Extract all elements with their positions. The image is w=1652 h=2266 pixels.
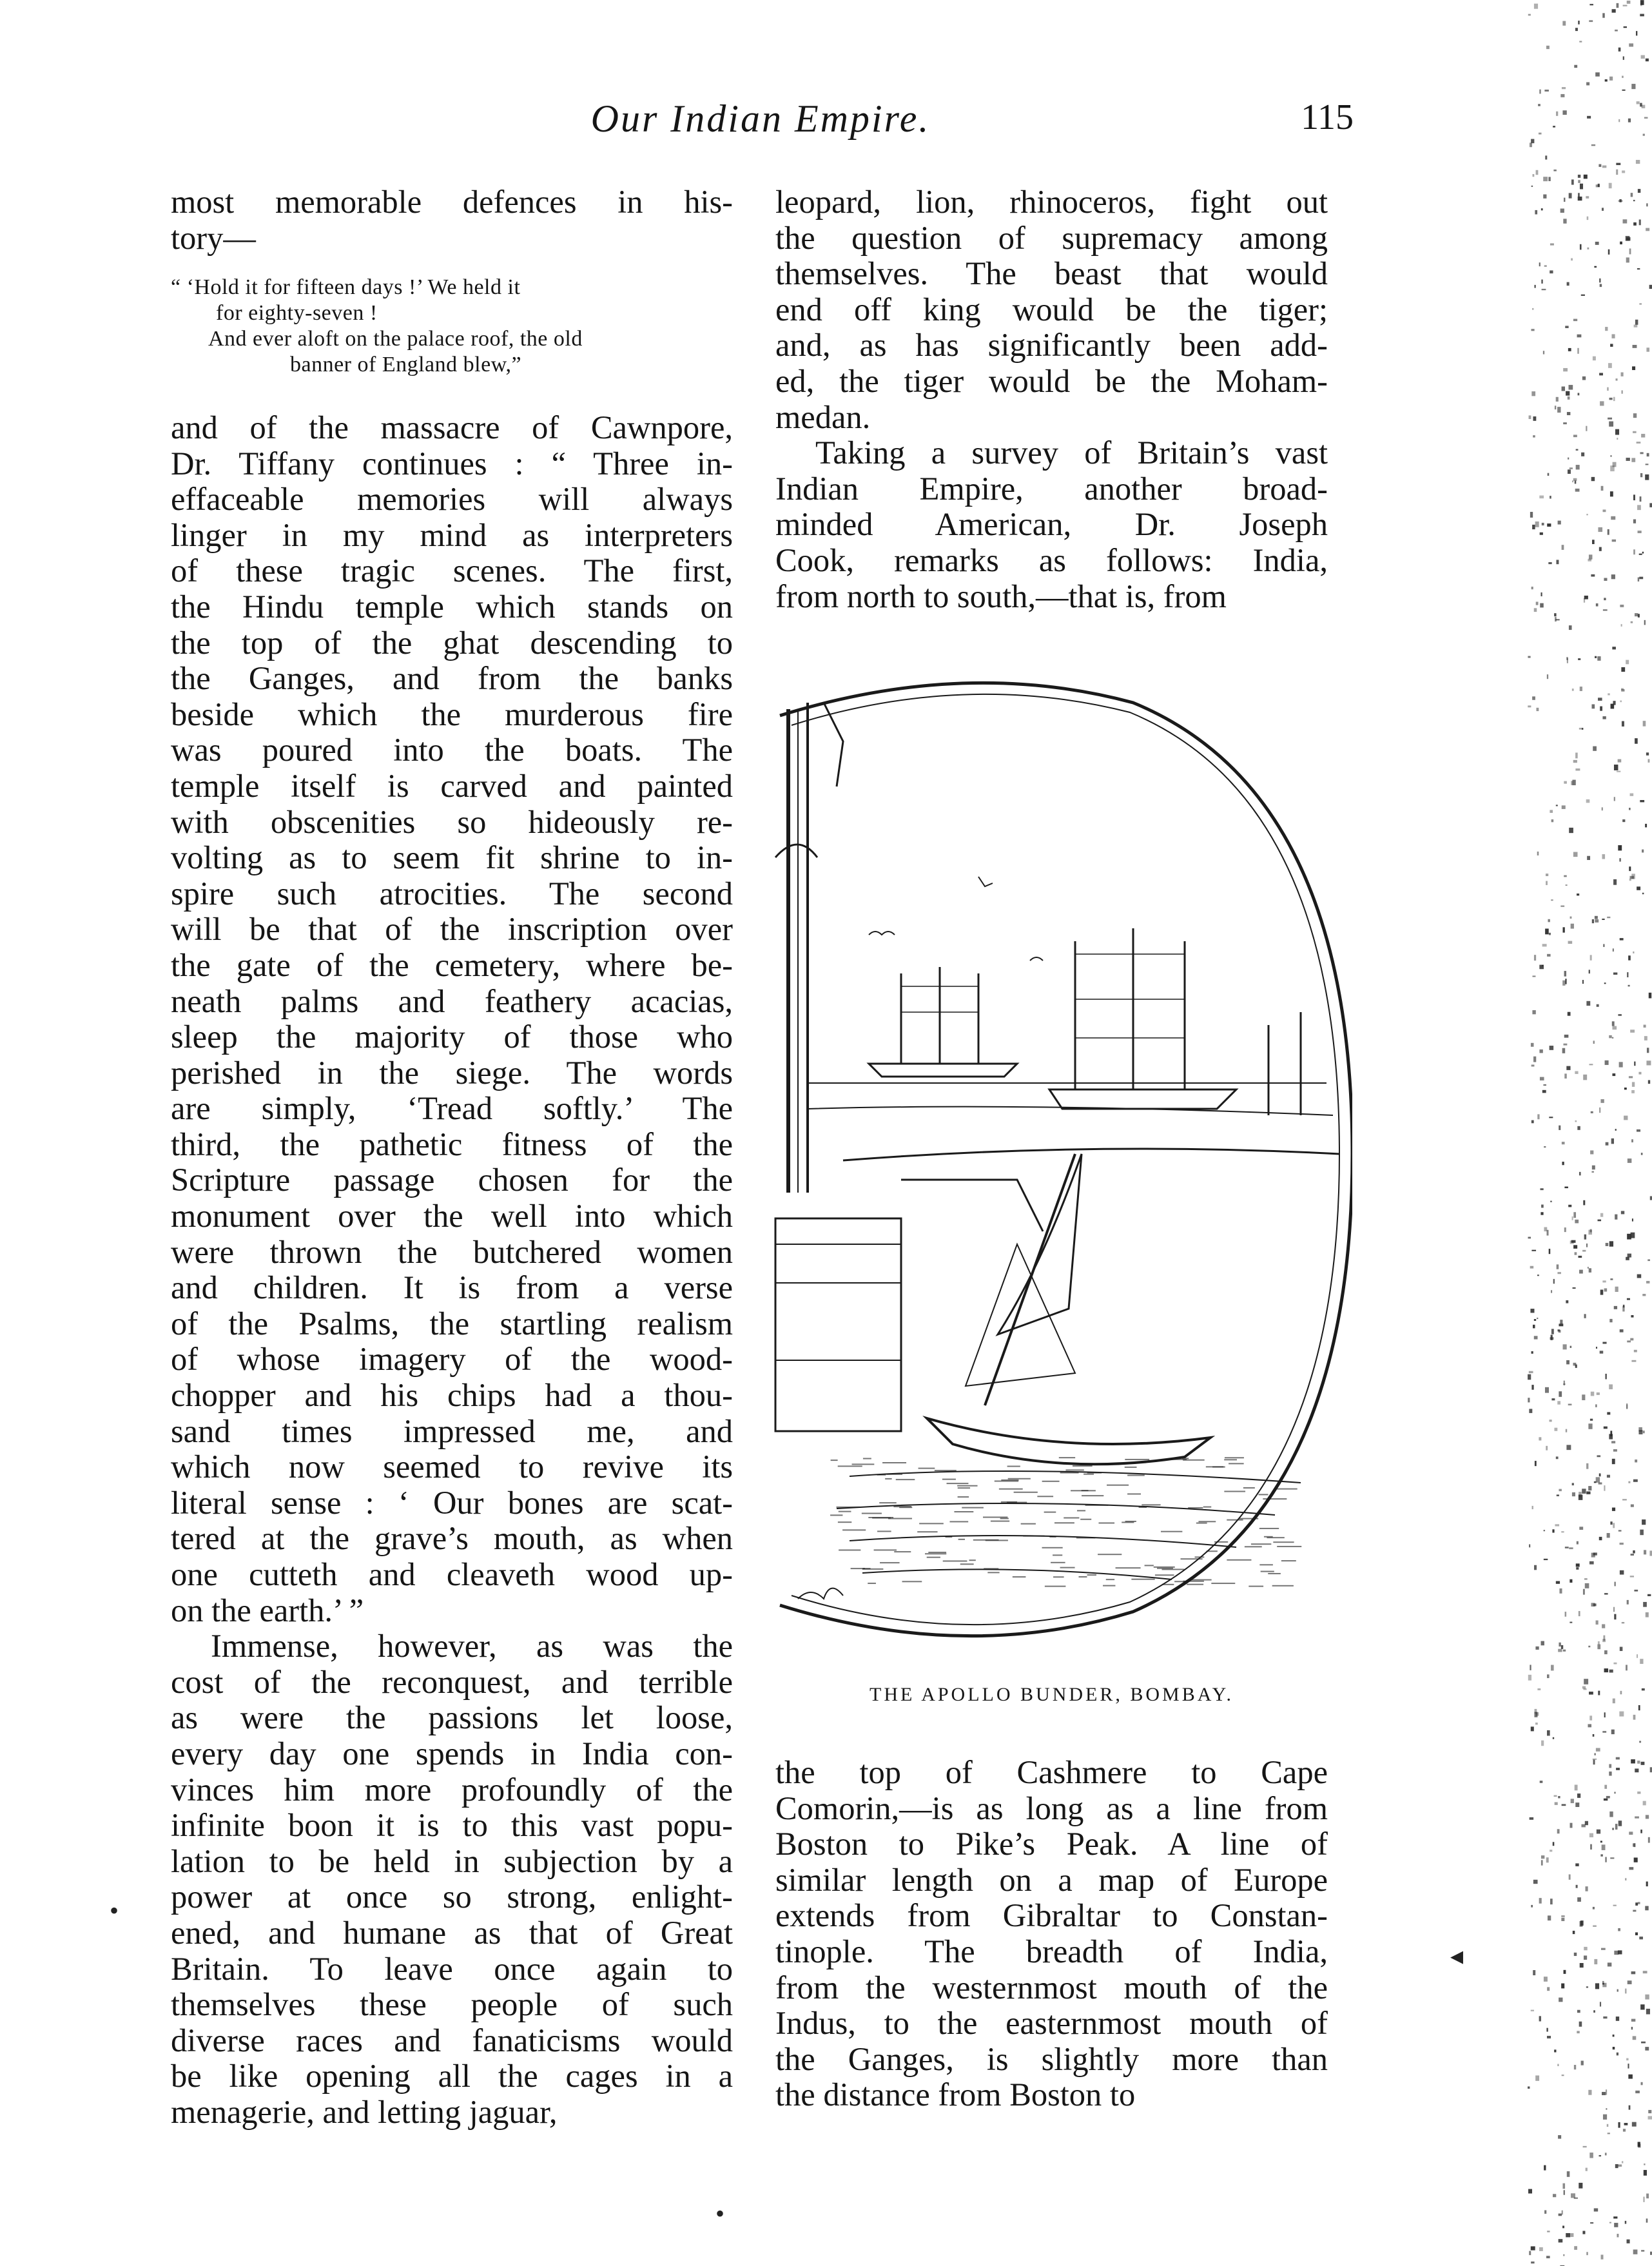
text-line: the question of supremacy among	[775, 219, 1328, 256]
text-line: are simply, ‘Tread softly.’ The	[171, 1090, 733, 1127]
text-line: most memorable defences in his-	[171, 184, 733, 220]
text-line: lation to be held in subjection by a	[171, 1842, 733, 1879]
text-line: as were the passions let loose,	[171, 1699, 733, 1736]
text-line: neath palms and feathery acacias,	[171, 982, 733, 1019]
text-line: effaceable memories will always	[171, 481, 733, 518]
text-line: were thrown the butchered women	[171, 1233, 733, 1270]
text-line: sleep the majority of those who	[171, 1019, 733, 1055]
text-line: Britain. To leave once again to	[171, 1950, 733, 1987]
text-line: vinces him more profoundly of the	[171, 1771, 733, 1808]
text-line: Cook, remarks as follows: India,	[775, 542, 1328, 578]
text-line: and of the massacre of Cawnpore,	[171, 409, 733, 445]
right-column-bottom	[775, 1755, 1328, 2113]
text-line: from the westernmost mouth of the	[775, 1969, 1328, 2006]
text-line: the top of Cashmere to Cape	[775, 1754, 1328, 1790]
text-line: themselves these people of such	[171, 1986, 733, 2023]
text-line: perished in the siege. The words	[171, 1054, 733, 1091]
text-line: tered at the grave’s mouth, as when	[171, 1520, 733, 1557]
text-line: literal sense : ‘ Our bones are scat-	[171, 1484, 733, 1521]
stray-mark: ◂	[1450, 1941, 1464, 1970]
text-line: tory—	[171, 219, 256, 256]
apollo-bunder-illustration	[772, 664, 1352, 1650]
text-line: diverse races and fanaticisms would	[171, 2022, 733, 2058]
text-line: the gate of the cemetery, where be-	[171, 946, 733, 983]
text-line: with obscenities so hideously re-	[171, 803, 733, 840]
text-line: themselves. The beast that would	[775, 255, 1328, 292]
text-line: medan.	[775, 398, 871, 435]
text-line: extends from Gibraltar to Constan-	[775, 1897, 1328, 1934]
text-line: ened, and humane as that of Great	[171, 1914, 733, 1951]
stray-dot: •	[110, 1896, 119, 1925]
page-number: 115	[1301, 97, 1354, 137]
text-line: every day one spends in India con-	[171, 1735, 733, 1772]
verse-line: for eighty-seven !	[216, 301, 378, 325]
text-line: and, as has significantly been add-	[775, 327, 1328, 364]
verse-line: “ ‘Hold it for fifteen days !’ We held it	[171, 275, 521, 299]
text-line: be like opening all the cages in a	[171, 2058, 733, 2095]
text-line: linger in my mind as interpreters	[171, 516, 733, 553]
verse-line: And ever aloft on the palace roof, the old	[208, 327, 583, 351]
text-line: tinople. The breadth of India,	[775, 1933, 1328, 1969]
text-line: chopper and his chips had a thou-	[171, 1377, 733, 1414]
text-line: temple itself is carved and painted	[171, 767, 733, 804]
running-head: Our Indian Empire.	[590, 97, 931, 140]
text-line: sand times impressed me, and	[171, 1412, 733, 1449]
scan-edge-speckle	[1502, 0, 1652, 2266]
text-line: Indus, to the easternmost mouth of	[775, 2005, 1328, 2042]
left-column-body	[171, 410, 733, 2131]
text-line: monument over the well into which	[171, 1198, 733, 1235]
text-line: one cutteth and cleaveth wood up-	[171, 1556, 733, 1592]
verse-quotation	[171, 275, 733, 378]
text-line: cost of the reconquest, and terrible	[171, 1663, 733, 1700]
text-line: end off king would be the tiger;	[775, 291, 1328, 327]
text-line: of whose imagery of the wood-	[171, 1341, 733, 1378]
left-column-intro	[171, 184, 733, 256]
text-line: which now seemed to revive its	[171, 1449, 733, 1485]
text-line: ed, the tiger would be the Moham-	[775, 362, 1328, 399]
text-line: third, the pathetic fitness of the	[171, 1126, 733, 1162]
text-line: on the earth.’ ”	[171, 1592, 364, 1628]
text-line: leopard, lion, rhinoceros, fight out	[775, 184, 1328, 220]
text-line: Scripture passage chosen for the	[171, 1162, 733, 1198]
verse-line: banner of England blew,”	[290, 353, 522, 376]
text-line: from north to south,—that is, from	[775, 578, 1227, 614]
text-line: Immense, however, as was the	[211, 1628, 733, 1665]
text-line: the Ganges, and from the banks	[171, 660, 733, 697]
text-line: power at once so strong, enlight-	[171, 1879, 733, 1915]
text-line: the Ganges, is slightly more than	[775, 2040, 1328, 2077]
right-column-top	[775, 184, 1328, 614]
text-line: Comorin,—is as long as a line from	[775, 1790, 1328, 1826]
text-line: minded American, Dr. Joseph	[775, 506, 1328, 543]
figure-caption: THE APOLLO BUNDER, BOMBAY.	[870, 1684, 1234, 1705]
text-line: of these tragic scenes. The first,	[171, 552, 733, 589]
text-line: and children. It is from a verse	[171, 1269, 733, 1306]
text-line: the Hindu temple which stands on	[171, 588, 733, 625]
text-line: Indian Empire, another broad-	[775, 470, 1328, 507]
text-line: the top of the ghat descending to	[171, 624, 733, 661]
text-line: menagerie, and letting jaguar,	[171, 2093, 558, 2130]
text-line: of the Psalms, the startling realism	[171, 1305, 733, 1342]
text-line: Taking a survey of Britain’s vast	[815, 435, 1328, 471]
stray-dot: •	[715, 2199, 725, 2228]
text-line: beside which the murderous fire	[171, 696, 733, 732]
text-line: the distance from Boston to	[775, 2076, 1136, 2113]
text-line: infinite boon it is to this vast popu-	[171, 1807, 733, 1844]
text-line: similar length on a map of Europe	[775, 1861, 1328, 1898]
text-line: was poured into the boats. The	[171, 732, 733, 768]
text-line: volting as to seem fit shrine to in-	[171, 839, 733, 876]
text-line: spire such atrocities. The second	[171, 875, 733, 912]
text-line: Boston to Pike’s Peak. A line of	[775, 1826, 1328, 1862]
text-line: Dr. Tiffany continues : “ Three in-	[171, 445, 733, 482]
text-line: will be that of the inscription over	[171, 911, 733, 948]
